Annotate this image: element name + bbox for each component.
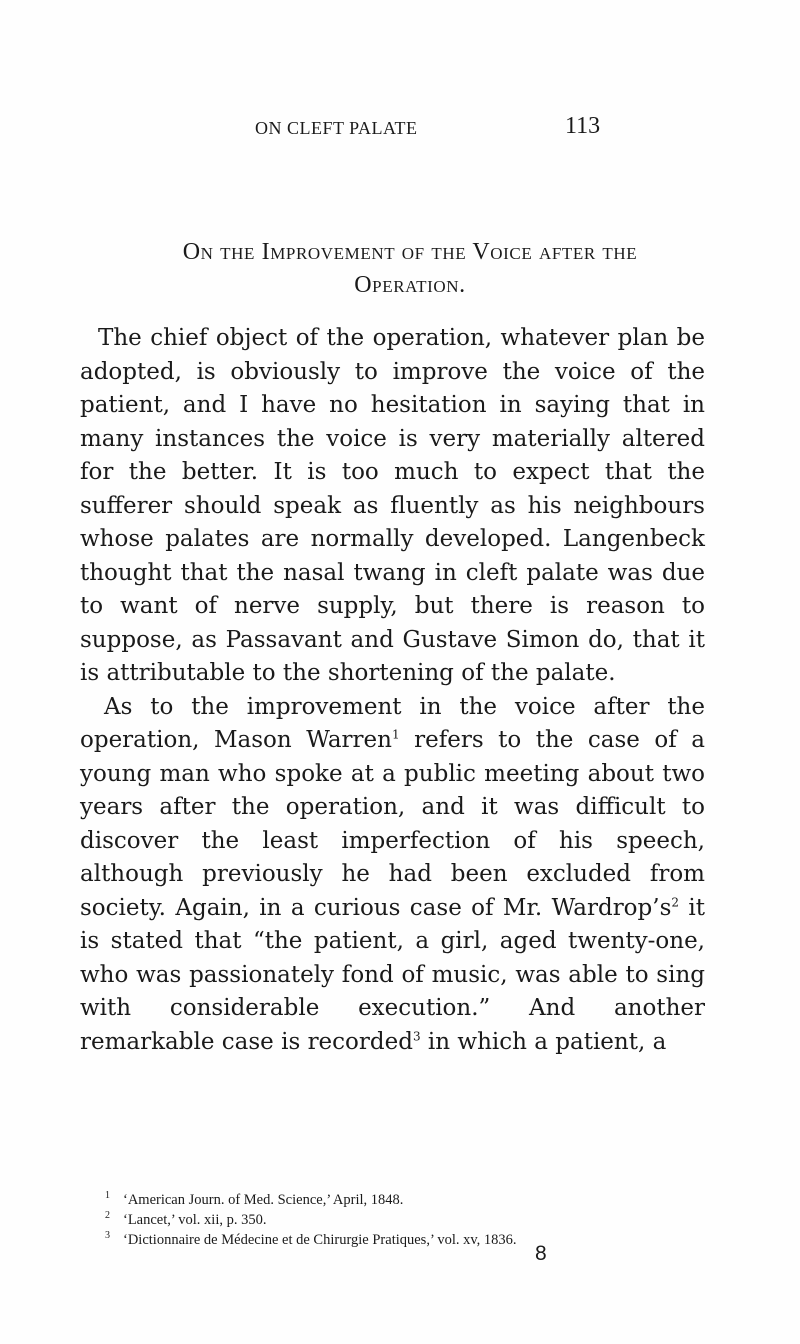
footnote-ref-2: 2 <box>671 894 680 909</box>
footnote-text: ‘Dictionnaire de Médecine et de Chirurgie Pratiques,’ vol. xv, 1836. <box>123 1232 517 1248</box>
section-title-line-2: Operation. <box>354 272 466 298</box>
section-title <box>80 236 740 302</box>
footnote-text: ‘American Journ. of Med. Science,’ April, 1848. <box>123 1192 404 1208</box>
section-title-line-1: On the Improvement of the Voice after the <box>182 239 638 265</box>
running-head: ON CLEFT PALATE <box>255 118 418 138</box>
paragraph-2 <box>80 691 705 1060</box>
footnote-3: 3 ‘Dictionnaire de Médecine et de Chirurgie Pratiques,’ vol. xv, 1836. <box>105 1230 517 1248</box>
page-number: 113 <box>565 113 601 139</box>
footnote-2: 2 ‘Lancet,’ vol. xii, p. 350. <box>105 1210 267 1228</box>
footnote-text: ‘Lancet,’ vol. xii, p. 350. <box>123 1212 267 1228</box>
footnotes <box>105 1190 725 1250</box>
body-text <box>80 322 705 1059</box>
paragraph-2-text-d: in which a patient, a <box>420 1028 667 1055</box>
footnote-1: 1 ‘American Journ. of Med. Science,’ April, 1848. <box>105 1190 404 1208</box>
paragraph-2-text-a: As to the improvement in the voice after the operation, Mason Warren <box>80 693 705 753</box>
paragraph-2-text-b: refers to the case of a young man who spoke at a public meeting about two years after the operation, and it was difficult to discover the least imperfection of his speech, although previously he had been excluded from society. Again, in a curious case of Mr. Wardrop’s <box>80 727 706 921</box>
paragraph-2-text-c: it is stated that “the patient, a girl, aged twenty-one, who was passionately fond of music, was able to sing with considerable execution.” And another remarkable case is recorded <box>80 894 705 1055</box>
footnote-ref-3: 3 <box>412 1028 421 1043</box>
paragraph-1: The chief object of the operation, whatever plan be adopted, is obviously to improve the voice of the patient, and I have no hesitation in saying that in many instances the voice is very materially altered for the better. It is too much to expect that the sufferer should speak as fluently as his neighbours whose palates are normally developed. Langenbeck thought that the nasal twang in cleft palate was due to want of nerve supply, but there is reason to suppose, as Passavant and Gustave Simon do, that it is attributable to the shortening of the palate. <box>80 325 705 686</box>
footnote-ref-1: 1 <box>391 727 400 742</box>
signature-mark: 8 <box>535 1242 547 1265</box>
